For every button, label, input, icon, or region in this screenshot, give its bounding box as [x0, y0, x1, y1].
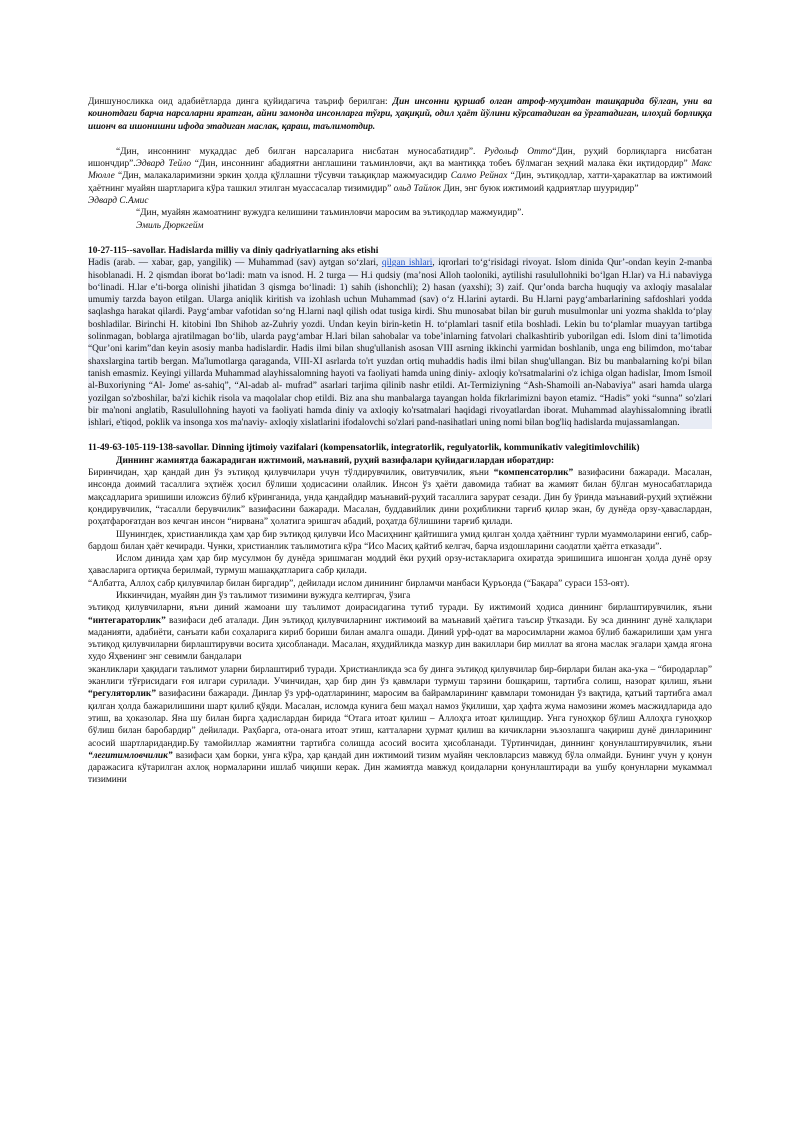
- hadis-paragraph: [88, 257, 712, 429]
- term-legitimizer: “легитимловчилик”: [88, 750, 173, 761]
- intro-text: Диншуносликка оид адабиётларда динга қуйидагича таъриф берилган:: [88, 97, 393, 107]
- intro-definition: Дин инсонни қуршаб олган атроф-муҳитдан ташқарида бўлган, уни ва коинотдаги барча нарсаларни яратган, айни замонда инсонларга тўғри, ҳақиқий, одил ҳаёт йўлини кўрсатадиган ва ўргатадиган, илоҳий борлиққа ишонч ва ишонишни ифода этадиган маслак, қараш, таълимотдир.: [88, 97, 713, 132]
- functions-paragraph-2: Шунингдек, христианликда ҳам ҳар бир эътиқод қилувчи Исо Масиҳнинг қайтишига умид қилган ҳолда ҳаётнинг турли муаммоларини енгиб, сабр-бардош билан ҳаёт кечиради. Чунки, христианлик таълимотига кўра “Исо Масиҳ қайтиб келгач, барча издошларини саодатли ҳаётга етказади”.: [88, 529, 712, 552]
- quote-author: Салмо Рейнах: [450, 171, 508, 182]
- quote-text: “Дин, руҳий борлиқларга нисбатан ишончдир”.: [88, 146, 712, 170]
- paragraph-text: эътиқод қилувчиларни, яъни диний жамоани шу таълимот доирасидагина тутиб туради. Бу ижтимоий ҳодиса диннинг бирлаштирувчилик, яъни: [88, 603, 712, 614]
- section-heading-functions: 11-49-63-105-119-138-savollar. Dinning ijtimoiy vazifalari (kompensatorlik, integratorlik, regulyatorlik, kommunikativ valegitimlovchilik): [88, 443, 640, 454]
- quote-text: “Дин, инсоннинг муқаддас деб билган нарсаларига нисбатан муносабатидир”.: [116, 146, 485, 157]
- quote-author-line: [88, 220, 712, 232]
- functions-intro: Диннинг жамиятда бажарадиган ижтимоий, маънавий, руҳий вазифалари қуйидагилардан иборатдир:: [116, 455, 555, 466]
- quote-author: ольд Тайлок: [393, 183, 442, 194]
- quote-text: “Дин, эътиқодлар, хатти-ҳаракатлар ва ижтимоий ҳаётнинг муайян шартларига кўра ташкил этилган муассасалар тизимидир”: [88, 171, 712, 194]
- quote-text: “Дин, малакаларимизни эркин ҳолда қўллашни тўсувчи таъқиқлар мажмуасидир: [117, 171, 451, 182]
- term-compensatory: “компенсаторлик”: [493, 468, 574, 479]
- functions-paragraph-5: Иккинчидан, муайян дин ўз таълимот тизимини вужудга келтиргач, ўзига: [116, 590, 411, 601]
- document-page: [88, 96, 712, 787]
- quote-author: Рудольф Отто: [484, 146, 553, 157]
- section-heading-hadis: 10-27-115--savollar. Hadislarda milliy va diniy qadriyatlarning aks etishi: [88, 245, 379, 256]
- term-integrator: “интегараторлик”: [88, 615, 166, 626]
- quote-7: [88, 207, 712, 219]
- intro-paragraph: [88, 96, 712, 133]
- term-regulator: “регуляторлик”: [88, 689, 157, 700]
- functions-paragraph-6: [88, 602, 712, 663]
- quote-author-line: [88, 195, 712, 207]
- functions-paragraph-4: “Албатта, Аллоҳ сабр қилувчилар билан биргадир”, дейилади ислом динининг бирламчи манбаси Қуръонда (“Бақара” сураси 153-оят).: [88, 578, 630, 589]
- quote-author: Эдвард С.Амис: [88, 196, 149, 207]
- paragraph-text: Биринчидан, ҳар қандай дин ўз эътиқод қилувчилари учун тўлдирувчилик, овитувчилик, яъни: [88, 468, 494, 479]
- functions-paragraph-1: [88, 467, 712, 528]
- quote-text: Дин, энг буюк ижтимоий қадриятлар шууридир”: [443, 183, 639, 194]
- paragraph-text: вазифаси деб аталади. Дин эътиқод қилувчиларнинг ижтимоий ва маънавий ҳаётига таъсир ўтказади. Бу эса диннинг дунё халқлари маданияти, адабиёти, санъати каби соҳаларига кириб бориши билан амалга ошади. Диний урф-одат ва маросимларни жамоа бўлиб бажарилиши ҳам унга эътиқод қилувчиларни бирлаштирувчи восита ҳисобланади. Масалан, яҳудийликда мазкур дин вакиллари бир миллат ва ягона маслак эгалари ҳамда ягона худо Яҳвенинг энг севимли бандалари: [88, 615, 712, 663]
- quote-author: Эдвард Тейло: [135, 159, 192, 170]
- quote-text: “Дин, муайян жамоатнинг вужудга келишини таъминловчи маросим ва эътиқодлар мажмуидир”.: [136, 208, 524, 219]
- paragraph-text: , iqrorlari to‘g‘risidagi rivoyat. Islom dinida Qur’-ondan keyin 2-manba hisoblanadi. H. 2 qismdan iborat bo‘ladi: matn va isnod. H. 2 turga — H.i qudsiy (ma’nosi Alloh taoloniki, aytilishi rasulullohniki bo‘lgan H.lar) va H.i nabaviyga bo‘linadi. H.lar e’ti-borga olinishi jihatidan 3 qismga bo‘linadi: 1) sahih (ishonchli); 2) hasan (yaxshi); 3) zaif. Qur’onda barcha huquqiy va axloqiy masalalar umumiy tarzda bayon etilgan. Ularga aniqlik kiritish va izohlash uchun Muhammad (sav) o‘z H.larini aytardi. Bu H.larni payg‘ambarlarining safdoshlari yodda saqlashga harakat qilardi. Payg‘ambar vafotidan so‘ng H.larni naql qilish odat tusiga kirdi. Shu munosabat bilan bir guruh musulmonlar uni yozma shaklda to‘play boshladilar. Birinchi H. kitobini Ibn Shihob az-Zuhriy yozdi. Undan keyin birin-ketin H. to‘plamlari tasnif etila boshladi. Lekin bu to‘plamlar muayyan tartibga solinmagan, boblarga ajratilmagan bo‘lib, ularda payg‘ambar H.lari bilan sahobalar va tobe’inlarning fatvolari chalkashtirib yuborilgan edi. Islom dini ta’limotida “Qur’oni karim”dan keyin asosiy manba hadislardir. Hadis ilmi bilan shug'ullanish asosan VIII asrning ikkinchi yarmidan boshlanib, unga eng bilimdon, mo‘tabar shaxslargina tartib bergan. Ma'lumotlarga qaraganda, VIII-XI asrlarda to'rt yuzdan ortiq muhaddis hadis ilmi bilan shug'ullangan. Biz bu manbalarning ko'pi bilan tanish emasmiz. Keyingi yillarda Muhammad alayhissalomning hayoti va faoliyati hamda uning diniy- axloqiy ko'rsatmalarini o'z ichiga olgan hadislar, Imom Ismoil al-Buxoriyning “Al- Jome' as-sahiq”, “Al-adab al- mufrad” asarlari tarjima qilinib nashr etildi. At-Termiziyning “Ash-Shamoili an-Nabaviya” asari hamda ularga yozilgan so'zboshilar, ba'zi kichik risola va maqolalar chop etildi. Biz ana shu manbalarga tayangan holda fikrlarimizni bayon etamiz. “Hadis” yoki “sunna” so'zlari bir ma'noni anglatib, Rasulullohning hayoti va faoliyati hamda diniy va axloqiy ko'rsatmalari haqidagi rivoyatlardan iborat. Muhammad alayhissalomning ibratli ishlari, e'tiqod, poklik va insonga xos ma'naviy- axloqiy xislatlarini ifodalovchi so'zlari pand-nasihatlari uning nomi bilan bog'liq hadislarda mujassamlangan.: [88, 258, 712, 429]
- quote-author: Эмиль Дюркгейм: [136, 220, 204, 231]
- paragraph-text: вазифасини бажаради. Динлар ўз урф-одатларининг, маросим ва байрамларининг қавмлари томонидан ўз вақтида, қатъий тартибга амал қилган ҳолда бажарилишини шарт қилиб қўяди. Масалан, исломда кунига беш маҳал намоз ўқилиши, ҳар ҳафта жума намозини жомеъ масжидларида адо этиш, ва ҳоказолар. Яна шу билан бирга ҳадислардан бирида “Отага итоат қилиш – Аллоҳга итоат қилишдир. Унга гуноҳкор бўлиш Аллоҳга гуноҳкор бўлиш билан баробардир” дейилади. Раҳбарга, ота-онага итоат этиш, катталарни ҳурмат қилиш ва кичикларни эъзозлашга чақириш дунё динларининг асосий шартларидандир.Бу тамойиллар жамиятни тартибга солишда асосий восита ҳисобланади. Тўртинчидан, диннинг қонунлаштирувчилик, яъни: [88, 689, 712, 749]
- paragraph-text: эканликлари ҳақидаги таълимот уларни бирлаштириб туради. Христианликда эса бу динга эътиқод қилувчилар бир-бирлари билан ака-ука – “биродарлар” эканлиги тўғрисидаги ғоя илгари сурилади. Учинчидан, ҳар бир дин ўз қавмлари турмуш тарзини бошқариш, тартибга солиш, назорат қилиш, яъни: [88, 664, 712, 688]
- paragraph-text: вазифаси ҳам борки, унга кўра, ҳар қандай дин ижтимоий тизим муайян чекловларсиз мавжуд бўла олмайди. Бунинг учун у қонун даражасига кўтарилган ахлоқ нормаларини ишлаб чиқиши керак. Дин жамиятда мавжуд қоидаларни қонунлаштиради ва ушбу қонунларни мукаммал тизимини: [88, 750, 712, 786]
- qilgan-ishlari-link[interactable]: qilgan ishlari: [381, 258, 433, 269]
- functions-paragraph-7: [88, 664, 712, 787]
- paragraph-text: Hadis (arab. — xabar, gap, yangilik) — Muhammad (sav) aytgan so‘zlari,: [88, 258, 382, 269]
- functions-paragraph-3: Ислом динида ҳам ҳар бир мусулмон бу дунёда эришмаган моддий ёки руҳий орзу-истакларига охиратда эришишига ишонган ҳолда дунё орзу ҳавасларига ортиқча берилмай, турмуш машаққатларига сабр қилади.: [88, 554, 712, 577]
- quote-author: Макс Мюлле: [88, 159, 712, 182]
- quote-1: [88, 146, 712, 195]
- quote-text: “Дин, инсоннинг абадиятни англашини таъминловчи, ақл ва мантиққа тобеъ бўлмаган зеҳний малака ёки иқтидордир”: [194, 159, 688, 170]
- paragraph-text: вазифасини бажаради. Масалан, инсонда доимий тасаллига эҳтиёж ҳосил бўлиши ҳодисасини олайлик. Инсон ўз ҳаёти давомида табиат ва жамият билан бўлган муносабатларида мақсадларига эришиши иложсиз бўлиб кўринганида, унда қандайдир маънавий-руҳий тасаллига зарурат сезади. Дин бу ўринда маънавий-руҳий эҳтиёжни қондирувчилик, “тасалли берувчилик” вазифасини бажаради. Масалан, буддавийлик дини роҳибликни тарғиб қилар экан, бу дунёда орзу-ҳаваслардан, роҳатфароғатдан воз кечган инсон “нирвана” ҳолатига эришгач абадий, роҳатда бўлишини тарғиб қилади.: [88, 468, 712, 528]
